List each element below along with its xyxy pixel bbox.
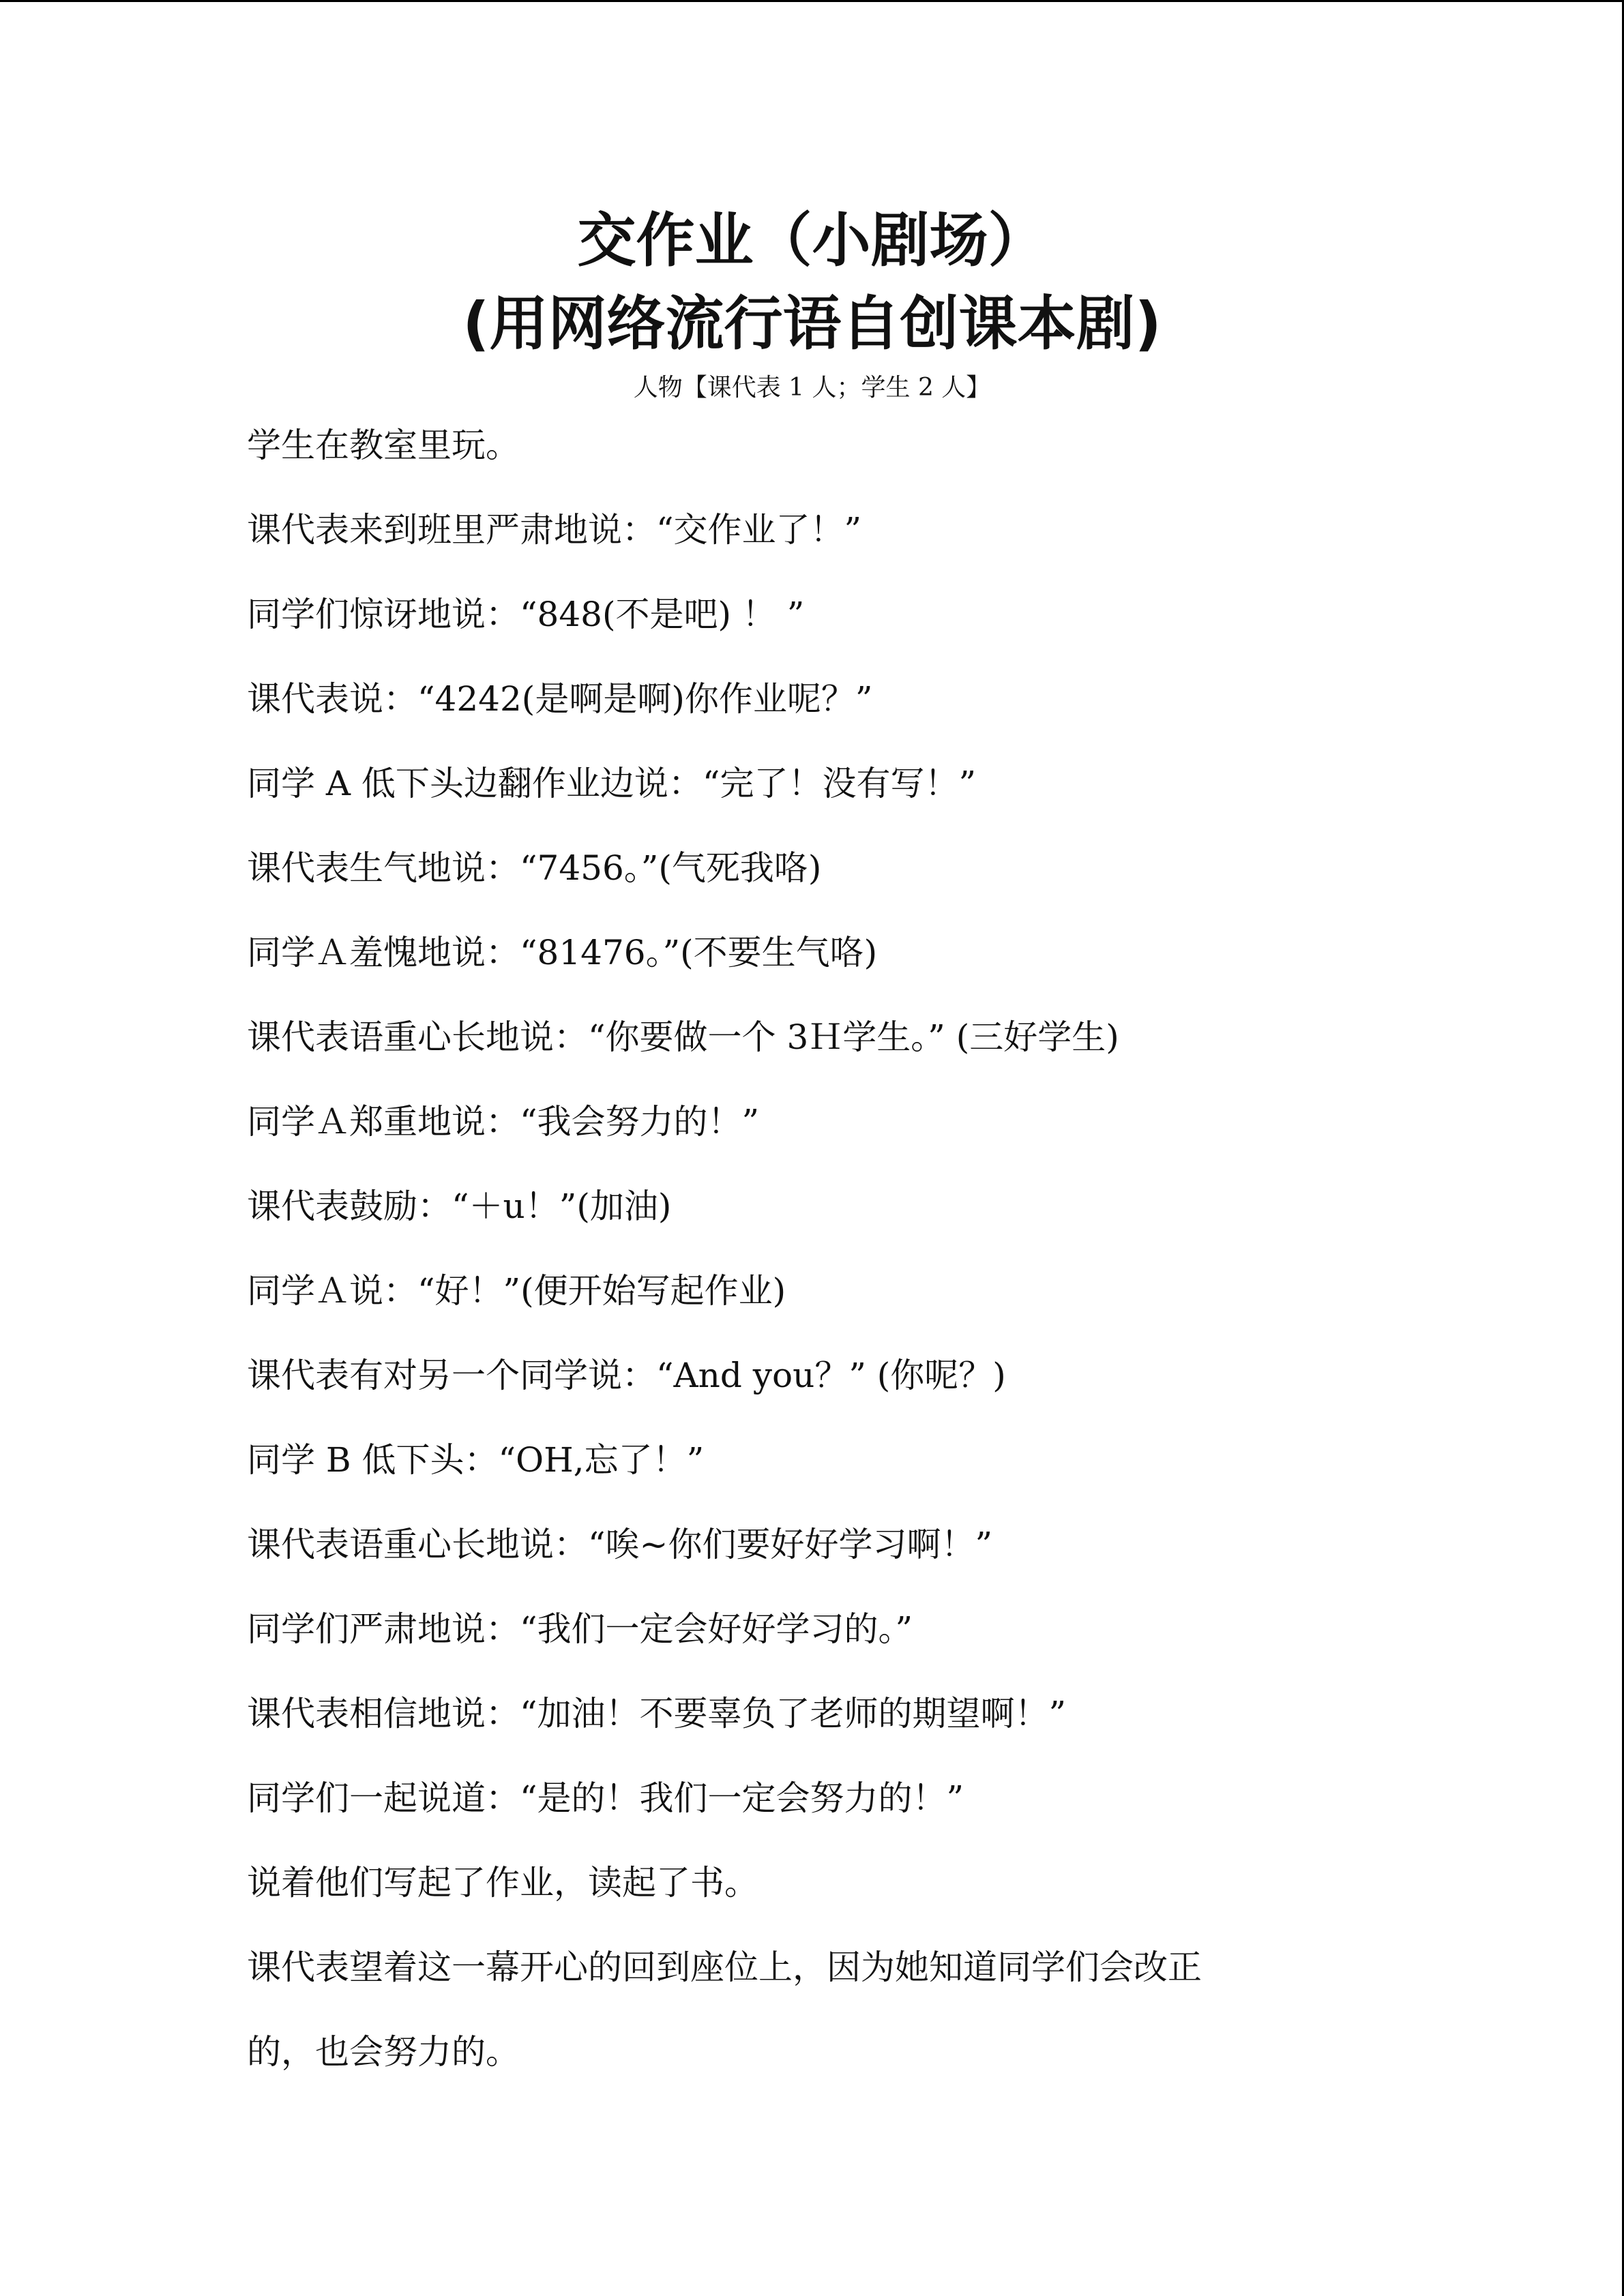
character-list: 人物【课代表 1 人；学生 2 人】 xyxy=(633,374,991,402)
script-line: 课代表望着这一幕开心的回到座位上，因为她知道同学们会改正 xyxy=(247,1948,1202,1987)
page-title: 交作业（小剧场） xyxy=(577,207,1047,275)
script-line: 同学们一起说道：“是的！我们一定会努力的！” xyxy=(247,1778,964,1818)
script-line: 课代表生气地说：“7456。”(气死我咯) xyxy=(247,848,822,888)
page-subtitle: (用网络流行语自创课本剧) xyxy=(462,290,1162,358)
script-line: 同学 A 低下头边翻作业边说：“完了！没有写！” xyxy=(247,764,977,803)
script-line: 同学 B 低下头：“OH,忘了！” xyxy=(247,1440,705,1480)
script-line: 课代表说：“4242(是啊是啊)你作业呢？” xyxy=(247,679,873,719)
script-line: 同学们惊讶地说：“848(不是吧) ！ ” xyxy=(247,595,805,634)
script-line: 学生在教室里玩。 xyxy=(247,426,520,465)
page-top-border xyxy=(0,0,1624,2)
script-line: 同学Ａ说：“好！”(便开始写起作业) xyxy=(247,1271,786,1311)
script-line: 课代表语重心长地说：“你要做一个 3Ｈ学生。” (三好学生) xyxy=(247,1017,1119,1057)
script-line: 课代表有对另一个同学说：“And you？” (你呢？) xyxy=(247,1356,1006,1395)
script-line: 课代表鼓励：“＋u！”(加油) xyxy=(247,1187,672,1226)
script-line: 同学Ａ郑重地说：“我会努力的！” xyxy=(247,1102,760,1142)
script-line: 同学Ａ羞愧地说：“81476。”(不要生气咯) xyxy=(247,933,878,972)
script-line: 课代表相信地说：“加油！不要辜负了老师的期望啊！” xyxy=(247,1694,1067,1733)
script-line: 的，也会努力的。 xyxy=(247,2032,520,2072)
script-line: 课代表语重心长地说：“唉~你们要好好学习啊！” xyxy=(247,1525,993,1564)
script-line: 说着他们写起了作业，读起了书。 xyxy=(247,1863,758,1903)
script-lines xyxy=(247,424,1406,2115)
script-line: 课代表来到班里严肃地说：“交作业了！” xyxy=(247,510,862,550)
script-line: 同学们严肃地说：“我们一定会好好学习的。” xyxy=(247,1609,913,1649)
